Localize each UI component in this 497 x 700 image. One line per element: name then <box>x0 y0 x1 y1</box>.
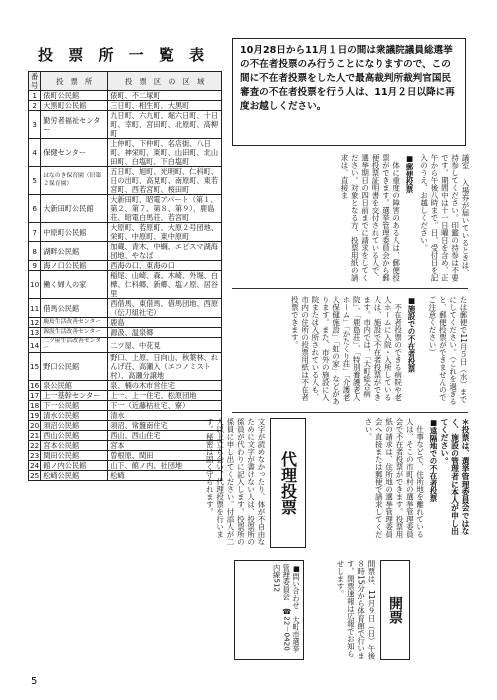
district-area: 稲尾、山崎、森、木崎、外堀、白樺、仁科郷、新郷、塩ノ原、居谷里 <box>108 271 222 299</box>
proxy-vote-text-start: 文字が読めなかったり、体が不自由なために文字が書けない人は、投票所の係員が代わりに記入します。投票所の係員に申し出てください。付添人が二人以上立ち会い、代理投票を行います。秘密は固く守られます。 <box>205 418 266 546</box>
table-header-row <box>29 72 222 91</box>
station-name: 大新田町公民館 <box>41 195 108 223</box>
row-number: 11 <box>29 299 41 318</box>
row-number: 23 <box>30 451 40 461</box>
district-area: 宮本 <box>108 441 222 451</box>
proxy-vote-heading: 代理投票 <box>270 418 306 548</box>
page-number: 5 <box>31 676 38 687</box>
table-row <box>29 91 222 101</box>
table-row <box>29 328 222 338</box>
mail-vote-deadline: たは郵便で11月５日（水）までにしてください。（これを過ぎると、郵便投票ができませんのでご注意ください） <box>427 296 468 405</box>
divider-1 <box>232 288 468 289</box>
station-name: 西山公民館 <box>41 431 108 441</box>
remote-vote-heading: ■遠隔地での不在者投票 <box>429 418 438 502</box>
facility-vote-heading: ■施設での不在者投票 <box>407 296 416 373</box>
district-area: 西借馬、東借馬、借馬団地、西原（伝刀組社宅） <box>108 299 222 318</box>
station-name: 松崎公民館 <box>41 471 108 481</box>
table-row <box>29 242 222 261</box>
table-row <box>29 411 222 421</box>
text-column-7 <box>330 560 376 660</box>
table-row <box>29 431 222 441</box>
row-number: 14 <box>29 338 41 353</box>
row-number: 12 <box>30 318 40 327</box>
district-area: 二ツ屋、中花見 <box>108 338 222 353</box>
text-column-5 <box>350 418 438 538</box>
district-area: 源汲、温泉郷 <box>108 328 222 338</box>
district-area: 加蔵、青木、中綱、エビスマ湖海団地、やなば <box>108 242 222 261</box>
district-area: 上一、上一住宅、松原団地 <box>108 391 222 401</box>
row-number: 15 <box>29 353 41 381</box>
table-row <box>29 261 222 271</box>
station-name: はなのき保育園（旧第２保育園） <box>41 167 108 195</box>
station-name: 上一基幹センター <box>41 391 108 401</box>
district-area: 鹿島 <box>108 318 222 328</box>
counting-heading: 開票 <box>380 560 410 660</box>
row-number: 2 <box>29 101 41 111</box>
facility-vote-text: 不在者投票のできる病院や老人ホームに入院・入所している人は、施設で不在者投票ができます。市内では、「大町総合病院」、「鹿島荘」、「特別養護老人ホーム」「かたくり荘」「介護老人保健施設」「虹の家」などがあります。また、市外の施設に入院または入所されている人も、市内の住所の投票用紙は不在者投票できます。 <box>290 296 403 405</box>
table-row <box>29 111 222 139</box>
district-area: 俵町、不二塚町 <box>108 91 222 101</box>
district-area: 三日町、相生町、大黒町 <box>108 101 222 111</box>
district-area: 清水 <box>108 411 222 421</box>
table-row <box>29 271 222 299</box>
station-name: 下一公民館 <box>41 401 108 411</box>
district-area: 西海の口、東海の口 <box>108 261 222 271</box>
table-row <box>29 299 222 318</box>
station-name: 宮本公民館 <box>41 441 108 451</box>
table-row <box>29 223 222 242</box>
district-area: 松崎 <box>108 471 222 481</box>
district-area: 野口、上原、日向山、秋葉林、れんげ荘、高瀬入（エコノミスト村）、高瀬分譲地 <box>108 353 222 381</box>
district-area: 上仲町、下仲町、名店街、八日町、神栄町、東町、山田町、北山田町、白塩町、下白塩町 <box>108 139 222 167</box>
row-number: 4 <box>29 139 41 167</box>
row-number: 9 <box>29 261 41 271</box>
text-column-1 <box>418 154 470 282</box>
remote-vote-text: 仕事などで、住所地を離れている人は、そこの市町村の選挙管理委員会で不在者投票ができます。投票用紙の請求は、住所地の選挙管理委員会へ直接または郵便で請求してください。 <box>363 418 425 538</box>
station-name: 海ノ口公民館 <box>41 261 108 271</box>
table-row <box>29 441 222 451</box>
table-row <box>29 353 222 381</box>
table-row <box>29 421 222 431</box>
station-name: 野口公民館 <box>41 353 108 381</box>
text-column-2 <box>318 154 414 282</box>
station-name: 勤労者福祉センター <box>41 111 108 139</box>
row-number: 1 <box>29 91 41 101</box>
row-number: 6 <box>29 195 41 223</box>
table-row <box>29 381 222 391</box>
text-column-4 <box>232 296 416 406</box>
district-area: 大新田町、昭電アパート（第１、第２、第７、第８、第９）、鹿島荘、昭電白馬荘、若宮町 <box>108 195 222 223</box>
row-number: 7 <box>29 223 41 242</box>
header-station: 投 票 所 <box>41 72 108 91</box>
station-name: 保健センター <box>41 139 108 167</box>
station-name: 清水公民館 <box>41 411 108 421</box>
row-number: 20 <box>30 421 40 431</box>
table-row <box>29 167 222 195</box>
row-number: 25 <box>30 471 40 481</box>
table-row <box>29 471 222 481</box>
district-area: 須沼、常盤南住宅 <box>108 421 222 431</box>
row-number: 19 <box>30 411 40 421</box>
facility-vote-note: ＊投票は、選挙管理委員会ではなく、施設の管理者に本人が申し出てください。 <box>439 418 470 535</box>
row-number: 3 <box>29 111 41 139</box>
station-name: 源汲生活改善センター <box>41 328 108 338</box>
table-row <box>29 401 222 411</box>
header-area: 投 票 区 の 区 域 <box>108 72 222 91</box>
table-row <box>29 451 222 461</box>
table-row <box>29 318 222 328</box>
row-number: 5 <box>29 167 41 195</box>
contact-box: ■問い合わせ 大町市選挙管理委員会 ☎22－0420 内線512 <box>234 560 304 660</box>
polling-station-table <box>28 71 222 481</box>
table-row <box>29 338 222 353</box>
district-area: 山下、館ノ内、社団地 <box>108 461 222 471</box>
row-number: 10 <box>29 271 41 299</box>
text-column-3 <box>420 296 468 406</box>
row-number: 17 <box>30 391 40 401</box>
row-number: 16 <box>30 381 40 391</box>
notice-box: 10月28日から11月１日の間は衆議院議員総選挙の不在者投票のみ行うことになりますので、この間に不在者投票をした人で最高裁判所裁判官国民審査の不在者投票を行う人は、11月２日以降に再度お越しください。 <box>232 38 466 146</box>
table-row <box>29 461 222 471</box>
table-row <box>29 139 222 167</box>
row-number: 21 <box>30 431 40 441</box>
station-name: 泉公民館 <box>41 381 108 391</box>
mail-vote-text: 体に重度の障害のある人は、郵便投票ができます。選挙管理委員会から郵便投票証明書を交付されている人で、選挙期日の四日前までに請求をしてください。対象となる方、投票用紙の請求は、直接ま <box>339 154 401 282</box>
row-number: 13 <box>30 328 40 337</box>
row-number: 8 <box>29 242 41 261</box>
station-name: 二ツ屋生活改善センター <box>41 338 108 353</box>
station-name: 閏田公民館 <box>41 451 108 461</box>
intro-paragraph: 議室 入場券が届いているときは、持参してください。印鑑の持参は不要です。期間中は十一日曜日を含め、正午から午後八時まで。日、受付日を記入のうえ、お越しください。 <box>419 154 470 282</box>
station-name: 湖畔公民館 <box>41 242 108 261</box>
station-name: 大黒町公民館 <box>41 101 108 111</box>
table-row <box>29 195 222 223</box>
table-row <box>29 101 222 111</box>
divider-2 <box>232 412 468 413</box>
district-area: 曽根原、閏田 <box>108 451 222 461</box>
district-area: 九日町、六九町、堀六日町、十日町、幸町、宮田町、北原町、高柳町 <box>108 111 222 139</box>
district-area: 五日町、旭町、光明町、仁科町、日の出町、高見町、南原町、東若宮町、西若宮町、桜田町 <box>108 167 222 195</box>
station-name: 中原町公民館 <box>41 223 108 242</box>
station-name: 働く婦人の家 <box>41 271 108 299</box>
district-area: 大原町、若原町、大原２号団地、栄町、中原町、東中原町 <box>108 223 222 242</box>
row-number: 22 <box>30 441 40 451</box>
station-name: 須沼公民館 <box>41 421 108 431</box>
station-name: 借馬公民館 <box>41 299 108 318</box>
district-area: 西山、西山住宅 <box>108 431 222 441</box>
header-number: 番号 <box>29 72 41 91</box>
station-name: 俵町公民館 <box>41 91 108 101</box>
page-title: 投 票 所 一 覧 表 <box>38 46 210 64</box>
mail-vote-heading: ■郵便投票 <box>405 154 414 193</box>
station-name: 館ノ内公民館 <box>41 461 108 471</box>
counting-text: 開票は、11月９日（日）午後８時15分から体育館で行います。開票速報は広報でお知らせします。 <box>335 560 376 660</box>
row-number: 18 <box>30 401 40 411</box>
row-number: 24 <box>30 461 40 471</box>
table-row <box>29 391 222 401</box>
station-name: 鹿島生活改善センター <box>41 318 108 328</box>
district-area: 泉、楠の木市営住宅 <box>108 381 222 391</box>
text-column-6 <box>205 418 266 548</box>
district-area: 下一（近藤枯社宅、寮） <box>108 401 222 411</box>
